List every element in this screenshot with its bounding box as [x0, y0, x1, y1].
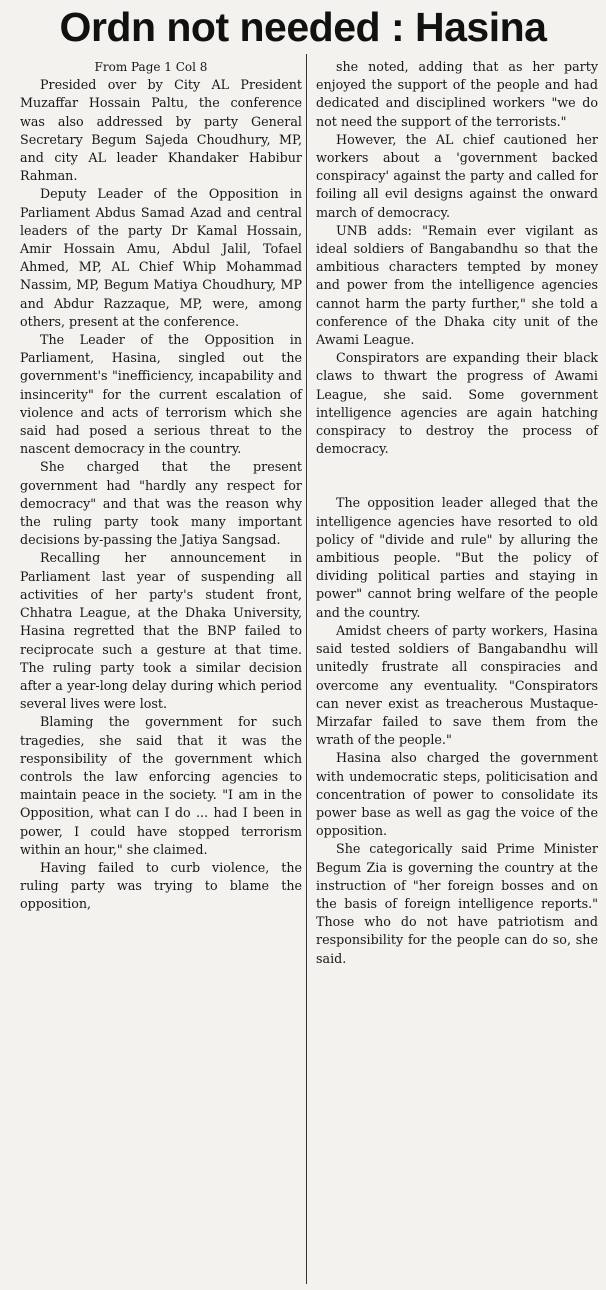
paragraph: she noted, adding that as her party enjoyed the support of the people and had dedicated and disciplined workers "we do not need the support of the terrorists."	[316, 59, 598, 129]
paragraph: Presided over by City AL President Muzaffar Hossain Paltu, the conference was also addressed by party General Secretary Begum Sajeda Choudhury, MP, and city AL leader Khandaker Habibur Rahman.	[20, 77, 302, 184]
paragraph: She charged that the present government had "hardly any respect for democracy" and that was the reason why the ruling party took many important decisions by-passing the Jatiya Sangsad.	[20, 459, 302, 548]
paragraph: Conspirators are expanding their black claws to thwart the progress of Awami League, she said. Some government intelligence agencies are again hatching conspiracy to destroy the process of democracy.	[316, 350, 598, 457]
column-divider	[306, 54, 307, 1284]
paragraph: Amidst cheers of party workers, Hasina said tested soldiers of Bangabandhu will unitedly frustrate all conspiracies and overcome any eventuality. "Conspirators can never exist as treacherous Mustaque-Mirzafar failed to save them from the wrath of the people."	[316, 622, 598, 748]
paragraph: Hasina also charged the government with undemocratic steps, politicisation and concentration of power to consolidate its power base as well as gag the voice of the opposition.	[316, 750, 598, 839]
paragraph: She categorically said Prime Minister Begum Zia is governing the country at the instruction of "her foreign bosses and on the basis of foreign intelligence reports." Those who do not have patriotism and responsibility for the people can do so, she said.	[316, 841, 598, 966]
paragraph: Deputy Leader of the Opposition in Parliament Abdus Samad Azad and central leaders of the party Dr Kamal Hossain, Amir Hossain Amu, Abdul Jalil, Tofael Ahmed, MP, AL Chief Whip Mohammad Nassim, MP, Begum Matiya Choudhury, MP and Abdur Razzaque, MP, were, among others, present at the conference.	[20, 186, 302, 329]
paragraph: UNB adds: "Remain ever vigilant as ideal soldiers of Bangabandhu so that the ambitious characters tempted by money and power from the intelligence agencies cannot harm the party further," she told a conference of the Dhaka city unit of the Awami League.	[316, 222, 598, 348]
paragraph: The Leader of the Opposition in Parliament, Hasina, singled out the government's "inefficiency, incapability and insincerity" for the current escalation of violence and acts of terrorism which she said had posed a serious threat to the nascent democracy in the country.	[20, 332, 302, 457]
paragraph: The opposition leader alleged that the intelligence agencies have resorted to old policy of "divide and rule" by alluring the ambitious people. "But the policy of dividing political parties and staying in power" cannot bring welfare of the people and the country.	[316, 495, 598, 620]
left-column	[20, 58, 302, 914]
paragraph: Blaming the government for such tragedies, she said that it was the responsibility of the government which controls the law enforcing agencies to maintain peace in the society. "I am in the Opposition, what can I do ... had I been in power, I could have stopped terrorism within an hour," she claimed.	[20, 714, 302, 857]
paragraph: Recalling her announcement in Parliament last year of suspending all activities of her party's student front, Chhatra League, at the Dhaka University, Hasina regretted that the BNP failed to reciprocate such a gesture at that time. The ruling party took a similar decision after a year-long delay during which period several lives were lost.	[20, 550, 302, 712]
right-column	[316, 58, 598, 968]
headline: Ordn not needed : Hasina	[59, 4, 547, 50]
dateline: From Page 1 Col 8	[94, 60, 208, 74]
paragraph: However, the AL chief cautioned her workers about a 'government backed conspiracy' against the party and called for foiling all evil designs against the onward march of democracy.	[316, 131, 598, 220]
paragraph: Having failed to curb violence, the ruling party was trying to blame the opposition,	[20, 859, 302, 912]
